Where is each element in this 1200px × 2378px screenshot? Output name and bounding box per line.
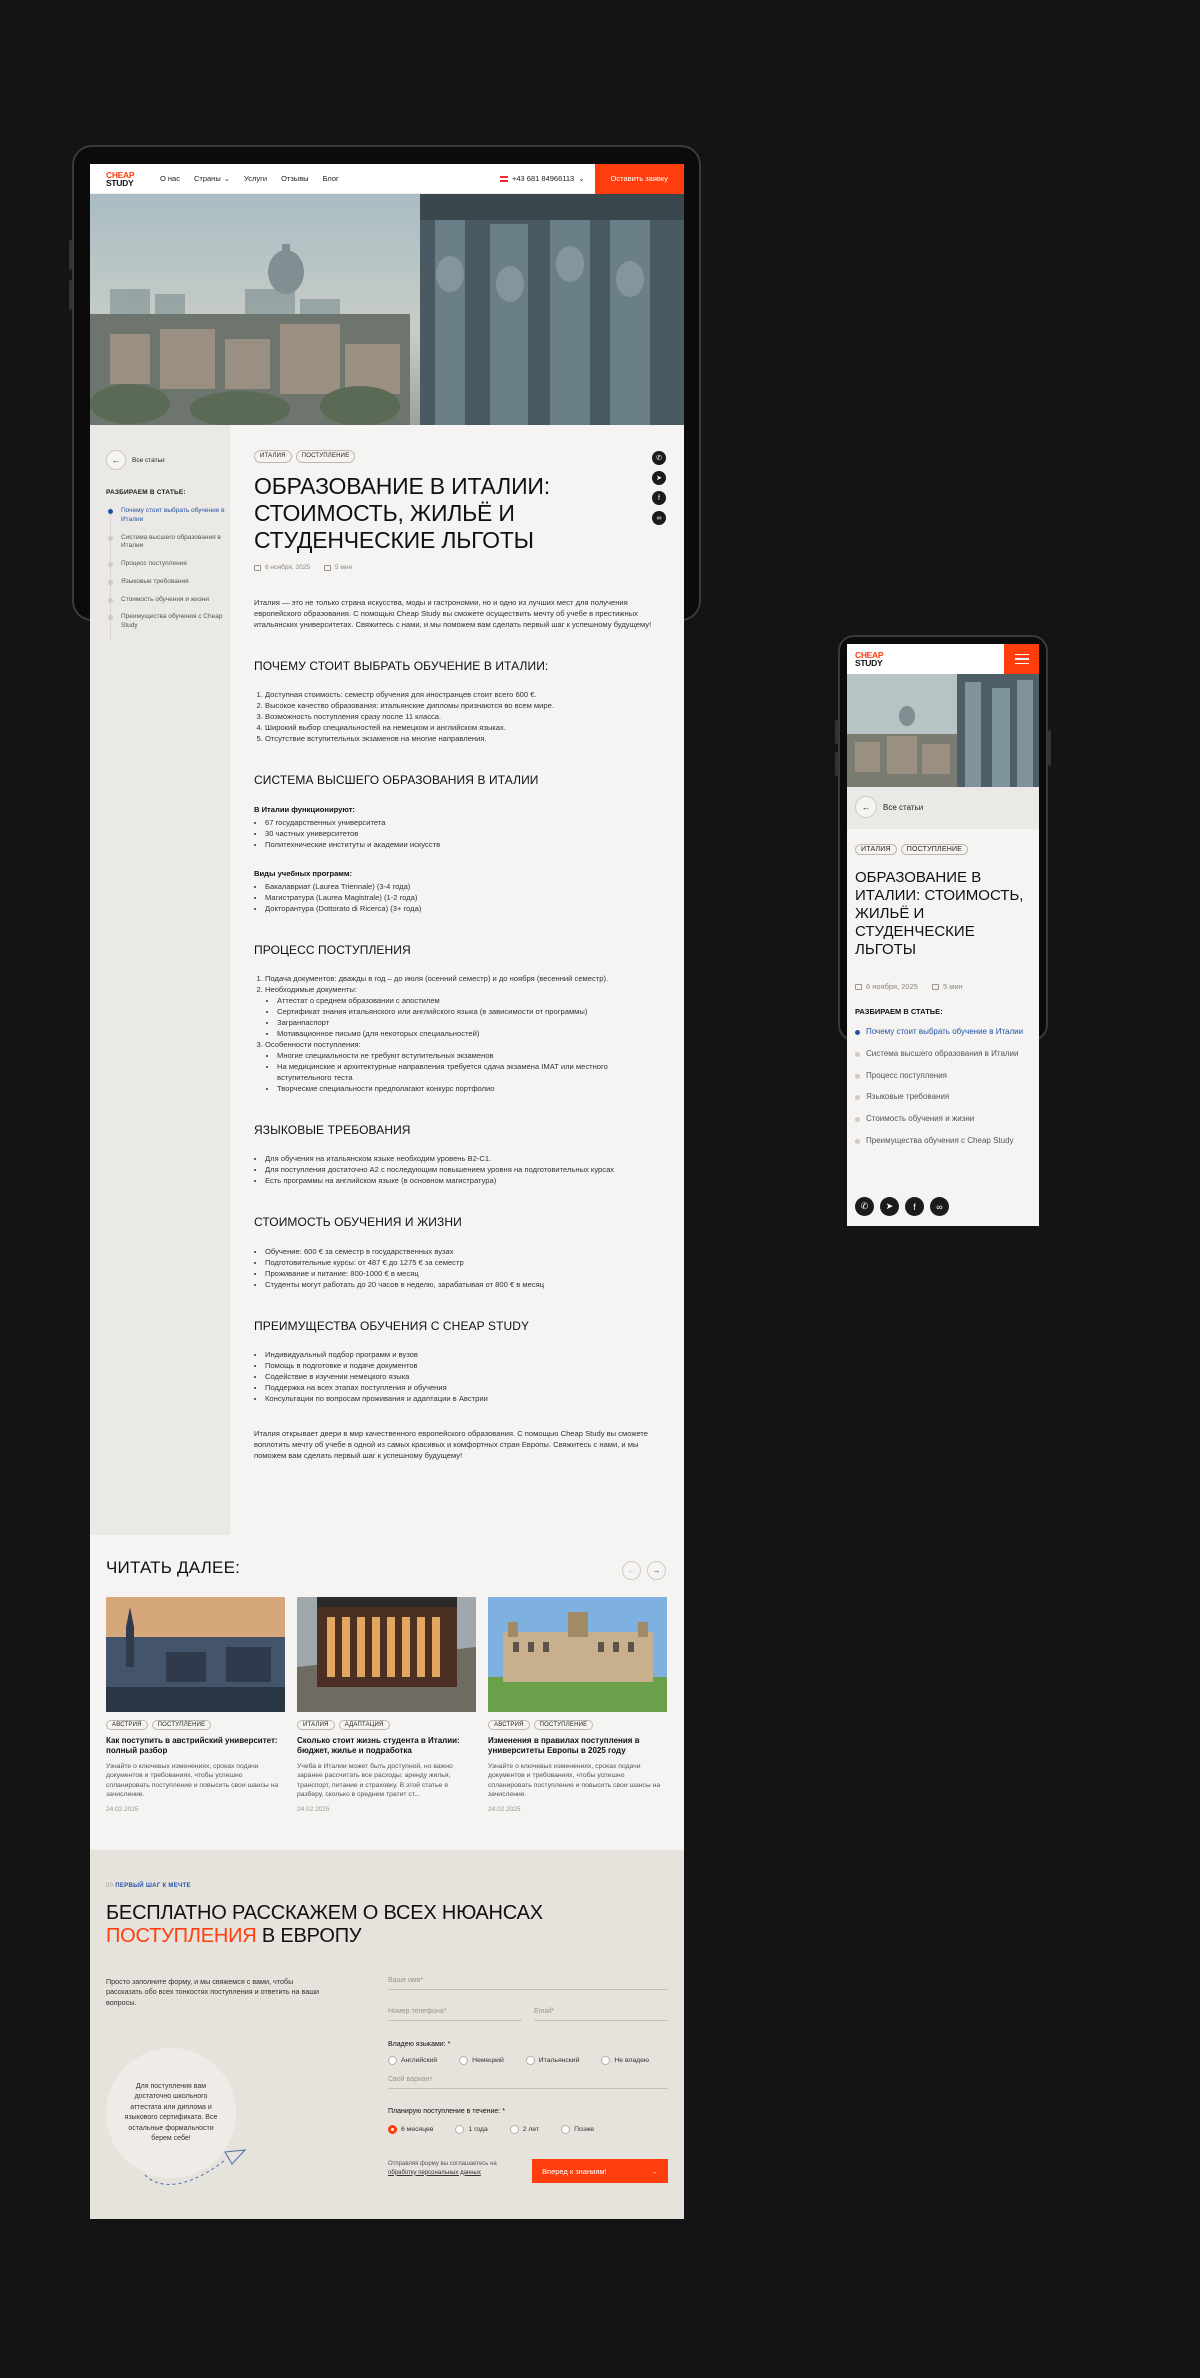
tag[interactable]: ИТАЛИЯ	[855, 844, 897, 855]
tag[interactable]: АВСТРИЯ	[106, 1720, 148, 1730]
site-header	[90, 164, 684, 194]
list-item-label: Особенности поступления:	[265, 1040, 361, 1049]
mobile-hero-image	[847, 674, 1039, 787]
list-item: • 30 частных университетов	[265, 828, 654, 839]
section-heading: ПРОЦЕСС ПОСТУПЛЕНИЯ	[254, 942, 411, 957]
link-icon[interactable]: ∞	[652, 511, 666, 525]
list-item: • Для обучения на итальянском языке необходим уровень B2-C1.	[265, 1153, 654, 1164]
logo-line2: STUDY	[106, 177, 134, 188]
list-item: • Творческие специальности предполагают конкурс портфолио	[277, 1083, 654, 1094]
device-button	[69, 240, 72, 270]
card-date: 24.02.2025	[106, 1805, 139, 1813]
form-title-line2: В ЕВРОПУ	[256, 1925, 362, 1948]
mobile-header	[847, 644, 1039, 674]
chevron-down-icon: ⌄	[578, 174, 585, 183]
facebook-icon[interactable]: f	[905, 1197, 924, 1216]
nav-reviews[interactable]: Отзывы	[281, 174, 309, 183]
language-list	[254, 1153, 654, 1186]
list-item	[265, 984, 654, 1039]
list-item: 4. Широкий выбор специальностей на немецком и английском языках.	[265, 722, 654, 733]
list-item: • Обучение: 600 € за семестр в государственных вузах	[265, 1246, 654, 1257]
table-of-contents	[855, 1027, 1031, 1158]
section-heading: ПОЧЕМУ СТОИТ ВЫБРАТЬ ОБУЧЕНИЕ В ИТАЛИИ:	[254, 658, 549, 673]
logo-line2: STUDY	[855, 658, 883, 668]
article-card[interactable]	[297, 1597, 476, 1813]
list-item: • Аттестат о среднем образовании с апостилем	[277, 995, 654, 1006]
list-item: • На медицинские и архитектурные направления требуется сдача экзамена IMAT или местного вступительного теста	[277, 1061, 654, 1083]
article-card[interactable]	[488, 1597, 667, 1813]
checkbox[interactable]	[388, 2056, 397, 2065]
toc-item[interactable]: Процесс поступления	[855, 1071, 1031, 1082]
card-tags	[297, 1720, 476, 1730]
all-articles-link[interactable]	[106, 450, 165, 470]
arrow-left-icon[interactable]: ←	[622, 1561, 641, 1580]
card-image	[297, 1597, 476, 1712]
tag[interactable]: ПОСТУПЛЕНИЕ	[152, 1720, 212, 1730]
checkbox[interactable]	[459, 2056, 468, 2065]
calendar-icon	[855, 984, 862, 990]
facebook-icon[interactable]: f	[652, 491, 666, 505]
link-icon[interactable]: ∞	[930, 1197, 949, 1216]
kicker-number: 00	[106, 1883, 114, 1889]
card-title: Как поступить в австрийский университет: полный разбор	[106, 1736, 278, 1756]
languages-group	[388, 2056, 649, 2065]
calendar-icon	[254, 565, 261, 571]
submit-button[interactable]	[532, 2159, 668, 2183]
features-list	[265, 1050, 654, 1094]
arrow-right-icon[interactable]: →	[647, 1561, 666, 1580]
card-image	[488, 1597, 667, 1712]
card-description: Узнайте о ключевых изменениях, сроках подачи документов и требованиях, чтобы успешно спланировать поступление и повысить свои шансы на зачисление.	[488, 1762, 661, 1799]
list-item: • Содействие в изучении немецкого языка	[265, 1371, 654, 1382]
share-bar	[855, 1197, 949, 1216]
toc-item[interactable]: Стоимость обучения и жизни	[855, 1114, 1031, 1125]
privacy-link[interactable]: обработку персональных данных	[388, 2169, 481, 2176]
nav-about[interactable]: О нас	[160, 174, 180, 183]
plan-option[interactable]	[510, 2125, 539, 2134]
card-title: Сколько стоит жизнь студента в Италии: бюджет, жилье и подработка	[297, 1736, 460, 1756]
option-label: 1 года	[468, 2126, 488, 2133]
card-tags	[106, 1720, 285, 1730]
list-item-label: Необходимые документы:	[265, 985, 357, 994]
card-description: Учеба в Италии может быть доступной, но важно заранее рассчитать все расходы: аренду жилья, транспорт, питание и страховку. В этой статье я разберу, сколько в среднем тратит ст...	[297, 1762, 453, 1799]
lang-option[interactable]	[601, 2056, 649, 2065]
all-articles-label: Все статьи	[883, 802, 924, 812]
toc-item[interactable]: Почему стоит выбрать обучение в Италии	[111, 507, 225, 525]
checkbox[interactable]	[526, 2056, 535, 2065]
phone-number: +43 681 84966113	[512, 174, 575, 183]
article-date: 6 ноября, 2025	[866, 982, 918, 991]
kicker-text: ПЕРВЫЙ ШАГ К МЕЧТЕ	[115, 1883, 191, 1889]
arrow-left-icon: ←	[855, 796, 877, 818]
form-kicker	[106, 1883, 191, 1889]
list-item: • Студенты могут работать до 20 часов в неделю, зарабатывая от 800 € в месяц	[265, 1279, 654, 1290]
phone-selector[interactable]	[500, 174, 585, 183]
list-item: • Политехнические институты и академии искусств	[265, 839, 654, 850]
chevron-down-icon: ⌄	[223, 174, 231, 183]
submit-label: Вперед к знаниям!	[542, 2166, 607, 2176]
subheading: Виды учебных программ:	[254, 868, 353, 878]
article	[254, 450, 654, 1461]
tag[interactable]: АДАПТАЦИЯ	[339, 1720, 390, 1730]
device-button	[835, 752, 838, 776]
list-item: • 67 государственных университета	[265, 817, 654, 828]
option-label: Немецкий	[472, 2057, 504, 2064]
list-item: 1. Подача документов: дважды в год – до июля (осенний семестр) и до ноября (весенний семестр).	[265, 973, 654, 984]
device-button	[69, 280, 72, 310]
whatsapp-icon[interactable]: ✆	[855, 1197, 874, 1216]
arrow-left-icon: ←	[106, 450, 126, 470]
toc-heading: РАЗБИРАЕМ В СТАТЬЕ:	[106, 489, 186, 496]
radio[interactable]	[561, 2125, 570, 2134]
card-title: Изменения в правилах поступления в университеты Европы в 2025 году	[488, 1736, 640, 1756]
paper-plane-icon	[140, 2140, 250, 2195]
programs-list	[254, 881, 654, 914]
section-heading: СТОИМОСТЬ ОБУЧЕНИЯ И ЖИЗНИ	[254, 1215, 462, 1230]
article-date: 6 ноября, 2025	[265, 564, 311, 572]
cost-list	[254, 1246, 654, 1290]
radio-selected[interactable]	[388, 2125, 397, 2134]
card-date: 24.02.2025	[297, 1805, 330, 1813]
austria-flag-icon	[500, 176, 508, 182]
telegram-icon[interactable]: ➤	[652, 471, 666, 485]
radio[interactable]	[455, 2125, 464, 2134]
article-title: ОБРАЗОВАНИЕ В ИТАЛИИ: СТОИМОСТЬ, ЖИЛЬЁ И СТУДЕНЧЕСКИЕ ЛЬГОТЫ	[254, 472, 550, 553]
list-item: • Помощь в подготовке и подаче документов	[265, 1360, 654, 1371]
card-date: 24.02.2025	[488, 1805, 521, 1813]
tag[interactable]: ПОСТУПЛЕНИЕ	[296, 450, 356, 463]
admission-list	[254, 973, 654, 1094]
logo[interactable]	[855, 651, 891, 667]
nav-countries[interactable]	[194, 174, 230, 183]
device-button	[835, 720, 838, 744]
article-card[interactable]	[106, 1597, 285, 1813]
list-item: • Магистратура (Laurea Magistrale) (1-2 года)	[265, 892, 654, 903]
article-meta	[254, 563, 654, 572]
option-label: 2 лет	[522, 2126, 540, 2133]
list-item: • Бакалавриат (Laurea Triennale) (3-4 года)	[265, 881, 654, 892]
form-title-line1: БЕСПЛАТНО РАССКАЖЕМ О ВСЕХ НЮАНСАХ	[106, 1902, 543, 1924]
list-item: • Поддержка на всех этапах поступления и обучения	[265, 1382, 654, 1393]
toc-item[interactable]: Система высшего образования в Италии	[111, 534, 225, 552]
other-language-field[interactable]: Свой вариант	[388, 2076, 668, 2089]
main-nav	[160, 174, 339, 183]
advantages-list	[254, 1349, 654, 1404]
card-image	[106, 1597, 285, 1712]
list-item: • Подготовительные курсы: от 487 € до 1275 € за семестр	[265, 1257, 654, 1268]
plan-option[interactable]	[455, 2125, 487, 2134]
tag[interactable]: АВСТРИЯ	[488, 1720, 530, 1730]
nav-blog[interactable]: Блог	[322, 174, 339, 183]
list-item: 1. Доступная стоимость: семестр обучения для иностранцев стоит всего 600 €.	[265, 689, 654, 700]
article-intro: Италия — это не только страна искусства, моды и гастрономии, но и одно из лучших мест для получения европейского образования. С помощью Cheap Study вы сможете осуществить мечту об учебе в престижных итальянских университетах. Свяжитесь с нами, и мы поможем вам сделать первый шаг к успешному будущему!	[254, 597, 652, 629]
logo[interactable]	[106, 171, 142, 187]
info-bubble: Для поступления вам достаточно школьного аттестата или диплома и языкового сертификата. Все остальные формальности берем себе!	[106, 2048, 236, 2178]
list-item: • Проживание и питание: 800-1000 € в месяц	[265, 1268, 654, 1279]
consent-text	[388, 2160, 523, 2177]
tag[interactable]: ИТАЛИЯ	[254, 450, 292, 463]
tag[interactable]: ПОСТУПЛЕНИЕ	[534, 1720, 594, 1730]
list-item: • Консультации по вопросам проживания и адаптации в Австрии	[265, 1393, 654, 1404]
leave-request-button[interactable]: Оставить заявку	[595, 164, 684, 194]
subheading: В Италии функционируют:	[254, 804, 355, 814]
option-label: Не владею	[614, 2057, 649, 2064]
logo-line1: CHEAP	[106, 169, 135, 180]
lang-option[interactable]	[388, 2056, 437, 2065]
plan-group	[388, 2125, 594, 2134]
card-description: Узнайте о ключевых изменениях, сроках подачи документов и требованиях, чтобы успешно спланировать поступление и повысить свои шансы на зачисление.	[106, 1762, 279, 1799]
article-outro: Италия открывает двери в мир качественного европейского образования. С помощью Cheap Study вы сможете воплотить мечту об учебе в одной из самых красивых и комфортных стран Европы. Свяжитесь с нами, и мы поможем вам сделать первый шаг к успешному будущему!	[254, 1429, 649, 1461]
tag[interactable]: ПОСТУПЛЕНИЕ	[901, 844, 968, 855]
toc-heading: РАЗБИРАЕМ В СТАТЬЕ:	[855, 1007, 943, 1016]
plan-label: Планирую поступление в течение: *	[388, 2108, 505, 2115]
table-of-contents	[110, 507, 225, 640]
mobile-page	[847, 644, 1039, 1226]
lang-option[interactable]	[459, 2056, 504, 2065]
telegram-icon[interactable]: ➤	[880, 1197, 899, 1216]
share-bar	[652, 451, 666, 525]
read-time: 5 мин	[335, 564, 353, 572]
toc-item[interactable]: Система высшего образования в Италии	[855, 1049, 1031, 1060]
languages-label: Владею языками: *	[388, 2041, 451, 2048]
list-item: • Докторантура (Dottorato di Ricerca) (3+ года)	[265, 903, 654, 914]
list-item: • Мотивационное письмо (для некоторых специальностей)	[277, 1028, 654, 1039]
hero-image	[90, 194, 684, 425]
carousel-arrows	[622, 1561, 666, 1580]
toc-item[interactable]: Преимущества обучения с Cheap Study	[111, 613, 225, 631]
checkbox[interactable]	[601, 2056, 610, 2065]
list-item: • Для поступления достаточно A2 с последующим повышением уровня на подготовительных курсах	[265, 1164, 654, 1175]
list-item: • Сертификат знания итальянского или английского языка (в зависимости от программы)	[277, 1006, 654, 1017]
form-title-accent: ПОСТУПЛЕНИЯ	[106, 1925, 257, 1948]
article-tags	[855, 844, 968, 855]
lang-option[interactable]	[526, 2056, 580, 2065]
option-label: Итальянский	[538, 2057, 580, 2064]
documents-list	[265, 995, 654, 1039]
toc-item[interactable]: Языковые требования	[111, 578, 225, 587]
list-item: • Многие специальности не требуют вступительных экзаменов	[277, 1050, 654, 1061]
nav-countries-label: Страны	[193, 174, 221, 183]
tag[interactable]: ИТАЛИЯ	[297, 1720, 335, 1730]
menu-icon[interactable]	[1004, 644, 1039, 674]
hero-illustration	[90, 194, 684, 425]
toc-item[interactable]: Стоимость обучения и жизни	[111, 596, 225, 605]
section-heading: ПРЕИМУЩЕСТВА ОБУЧЕНИЯ С CHEAP STUDY	[254, 1318, 530, 1333]
phone-field[interactable]: Номер телефона*	[388, 2008, 522, 2021]
whatsapp-icon[interactable]: ✆	[652, 451, 666, 465]
arrow-right-icon: →	[650, 2166, 658, 2176]
toc-item[interactable]: Языковые требования	[855, 1092, 1031, 1103]
list-item: 5. Отсутствие вступительных экзаменов на многие направления.	[265, 733, 654, 744]
option-label: 6 месяцев	[401, 2126, 434, 2133]
list-item: • Загранпаспорт	[277, 1017, 654, 1028]
toc-item[interactable]: Почему стоит выбрать обучение в Италии	[855, 1027, 1031, 1038]
article-tags	[254, 450, 654, 463]
list-item: • Индивидуальный подбор программ и вузов	[265, 1349, 654, 1360]
form-lead: Просто заполните форму, и мы свяжемся с вами, чтобы рассказать обо всех тонкостях поступления и ответить на ваши вопросы.	[106, 1977, 320, 2007]
article-meta	[855, 982, 963, 991]
card-tags	[488, 1720, 667, 1730]
list-item: 2. Высокое качество образования: итальянские дипломы признаются во всем мире.	[265, 700, 654, 711]
option-label: Позже	[574, 2126, 595, 2133]
option-label: Английский	[401, 2057, 438, 2064]
read-time: 5 мин	[942, 982, 963, 991]
list-item: 3. Возможность поступления сразу после 11 класса.	[265, 711, 654, 722]
book-icon	[324, 565, 331, 571]
radio[interactable]	[510, 2125, 519, 2134]
list-item	[265, 1039, 654, 1094]
nav-services[interactable]: Услуги	[244, 174, 268, 183]
section-heading: СИСТЕМА ВЫСШЕГО ОБРАЗОВАНИЯ В ИТАЛИИ	[254, 773, 539, 788]
article-title: ОБРАЗОВАНИЕ В ИТАЛИИ: СТОИМОСТЬ, ЖИЛЬЁ И СТУДЕНЧЕСКИЕ ЛЬГОТЫ	[855, 869, 1024, 958]
toc-item[interactable]: Преимущества обучения с Cheap Study	[855, 1136, 1031, 1147]
form-title	[106, 1902, 566, 1949]
read-more-heading: ЧИТАТЬ ДАЛЕЕ:	[106, 1558, 241, 1577]
plan-option[interactable]	[561, 2125, 594, 2134]
universities-list	[254, 817, 654, 850]
plan-option[interactable]	[388, 2125, 433, 2134]
list-item: • Есть программы на английском языке (в основном магистратура)	[265, 1175, 654, 1186]
section-heading: ЯЗЫКОВЫЕ ТРЕБОВАНИЯ	[254, 1123, 411, 1137]
all-articles-label: Все статьи	[132, 456, 165, 464]
device-button	[1048, 730, 1051, 766]
consent-label: Отправляя форму вы соглашаетесь на	[388, 2161, 497, 2167]
name-field[interactable]: Ваше имя*	[388, 1977, 668, 1990]
reasons-list	[254, 689, 654, 744]
all-articles-link[interactable]	[855, 796, 923, 818]
logo-line1: CHEAP	[855, 650, 884, 660]
book-icon	[932, 984, 939, 990]
email-field[interactable]: Email*	[534, 2008, 668, 2021]
toc-item[interactable]: Процесс поступления	[111, 560, 225, 569]
